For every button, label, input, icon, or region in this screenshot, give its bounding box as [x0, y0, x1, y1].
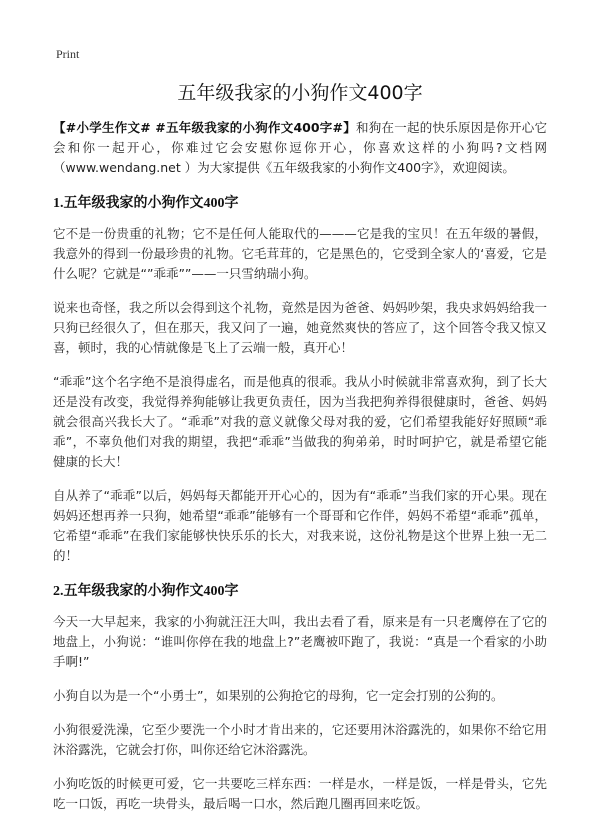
section-1-paragraph: 自从养了“乖乖”以后，妈妈每天都能开开心心的，因为有“乖乖”当我们家的开心果。现在妈妈还想再养一只狗，她希望“乖乖”能够有一个哥哥和它作伴，妈妈不希望“乖乖”孤单，它希望“乖乖”在我们家能够快快乐乐的长大，对我来说，这份礼物是这个世界上独一无二的！: [53, 488, 547, 563]
intro-paragraph: [53, 118, 547, 178]
section-1-paragraph: 它不是一份贵重的礼物；它不是任何人能取代的———它是我的宝贝！在五年级的暑假，我意外的得到一份最珍贵的礼物。它毛茸茸的，它是黑色的，它受到全家人的‘喜爱，它是什么呢？它就是“”乖乖””——一只雪纳瑞小狗。: [53, 226, 547, 281]
intro-tag: 【#小学生作文# #五年级我家的小狗作文400字#】: [53, 120, 357, 135]
section-1-paragraph: “乖乖”这个名字绝不是浪得虚名，而是他真的很乖。我从小时候就非常喜欢狗，到了长大还是没有改变，我觉得养狗能够让我更负责任，因为当我把狗养得很健康时，爸爸、妈妈就会很高兴我长大了。“乖乖”对我的意义就像父母对我的爱，它们希望我能好好照顾“乖乖”，不辜负他们对我的期望，我把“乖乖”当做我的狗弟弟，时时呵护它，就是希望它能健康的长大！: [53, 374, 547, 469]
section-1-paragraph: 说来也奇怪，我之所以会得到这个礼物，竟然是因为爸爸、妈妈吵架，我央求妈妈给我一只狗已经很久了，但在那天，我又问了一遍，她竟然爽快的答应了，这个回答令我又惊又喜，顿时，我的心情就像是飞上了云端一般，真开心！: [53, 300, 547, 355]
page-title: 五年级我家的小狗作文400字: [177, 82, 423, 104]
section-2-paragraph: 小狗吃饭的时候更可爱，它一共要吃三样东西：一样是水，一样是饭，一样是骨头，它先吃一口饭，再吃一块骨头，最后喝一口水，然后跑几圈再回来吃饭。: [53, 776, 547, 811]
intro-text: 和狗在一起的快乐原因是你开心它会和你一起开心，你难过它会安慰你逗你开心，你喜欢这样的小狗吗?文档网（www.wendang.net ）为大家提供《五年级我家的小狗作文400字》，欢迎阅读。: [53, 120, 547, 175]
section-heading-2: 2.五年级我家的小狗作文400字: [53, 584, 239, 599]
section-2-paragraph: 小狗自以为是一个“小勇士”，如果别的公狗抢它的母狗，它一定会打别的公狗的。: [53, 688, 504, 703]
print-link[interactable]: Print: [56, 47, 80, 61]
section-heading-1: 1.五年级我家的小狗作文400字: [53, 196, 239, 211]
section-2-paragraph: 小狗很爱洗澡，它至少要洗一个小时才肯出来的，它还要用沐浴露洗的，如果你不给它用沐浴露洗，它就会打你，叫你还给它沐浴露洗。: [53, 722, 547, 757]
article-body: [53, 118, 547, 828]
section-2-paragraph: 今天一大早起来，我家的小狗就汪汪大叫，我出去看了看，原来是有一只老鹰停在了它的地盘上，小狗说：“谁叫你停在我的地盘上?”老鹰被吓跑了，我说：“真是一个看家的小助手啊!”: [53, 614, 547, 669]
